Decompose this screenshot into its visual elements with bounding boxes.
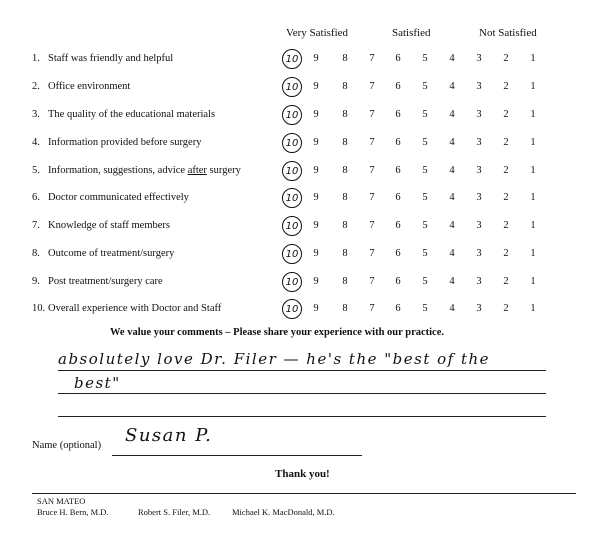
- scale-option: 3: [476, 81, 482, 92]
- circled-answer: 10: [282, 77, 302, 97]
- question-label: The quality of the educational materials: [48, 109, 216, 120]
- scale-option: 1: [530, 137, 536, 148]
- scale-option: 7: [369, 109, 375, 120]
- question-label: Staff was friendly and helpful: [48, 53, 174, 64]
- question-label: Information provided before surgery: [48, 137, 202, 148]
- question-number: 3.: [32, 109, 40, 120]
- scale-option: 5: [422, 303, 428, 314]
- scale-option: 9: [313, 303, 319, 314]
- name-line: [112, 455, 362, 456]
- footer-doctor-2: Robert S. Filer, M.D.: [138, 507, 211, 517]
- scale-option: 1: [530, 109, 536, 120]
- scale-option: 5: [422, 81, 428, 92]
- scale-option: 1: [530, 276, 536, 287]
- question-label: Outcome of treatment/surgery: [48, 248, 175, 259]
- scale-option: 6: [395, 276, 401, 287]
- scale-option: 4: [449, 53, 455, 64]
- scale-option: 6: [395, 192, 401, 203]
- scale-option: 1: [530, 165, 536, 176]
- question-number: 2.: [32, 81, 40, 92]
- scale-option: 5: [422, 53, 428, 64]
- scale-option: 6: [395, 220, 401, 231]
- scale-option: 2: [503, 53, 509, 64]
- scale-option: 5: [422, 276, 428, 287]
- scale-option: 9: [313, 276, 319, 287]
- question-9: [32, 276, 163, 287]
- scale-option: 7: [369, 81, 375, 92]
- scale-option: 6: [395, 165, 401, 176]
- scale-option: 5: [422, 220, 428, 231]
- scale-option: 8: [342, 53, 348, 64]
- scale-option: 2: [503, 248, 509, 259]
- question-label: [48, 165, 241, 176]
- thank-you: Thank you!: [275, 468, 330, 480]
- name-label: Name (optional): [32, 440, 102, 451]
- scale-option: 9: [313, 165, 319, 176]
- scale-option: 7: [369, 220, 375, 231]
- scale-option: 7: [369, 192, 375, 203]
- scale-option: 3: [476, 248, 482, 259]
- scale-option: 7: [369, 53, 375, 64]
- scale-option: 6: [395, 137, 401, 148]
- question-number: 6.: [32, 192, 40, 203]
- question-label-underlined: after: [187, 165, 207, 176]
- question-label-part: Information, suggestions, advice: [48, 165, 188, 176]
- question-label: Overall experience with Doctor and Staff: [48, 303, 222, 314]
- question-label: Office environment: [48, 81, 131, 92]
- scale-option: 4: [449, 276, 455, 287]
- scale-option: 3: [476, 303, 482, 314]
- question-label: Post treatment/surgery care: [48, 276, 163, 287]
- question-number: 8.: [32, 248, 40, 259]
- scale-option: 4: [449, 248, 455, 259]
- scale-option: 1: [530, 303, 536, 314]
- question-3: [32, 109, 215, 120]
- comment-line-2: [58, 393, 546, 394]
- scale-option: 8: [342, 109, 348, 120]
- scale-option: 5: [422, 137, 428, 148]
- scale-option: 9: [313, 109, 319, 120]
- question-label-part: surgery: [206, 165, 241, 176]
- scale-option: 5: [422, 165, 428, 176]
- scale-option: 8: [342, 276, 348, 287]
- question-7: [32, 220, 170, 231]
- scale-option: 9: [313, 137, 319, 148]
- comment-line-3: [58, 416, 546, 417]
- question-6: [32, 192, 189, 203]
- scale-option: 1: [530, 192, 536, 203]
- circled-answer: 10: [282, 105, 302, 125]
- header-satisfied: Satisfied: [392, 27, 431, 39]
- scale-option: 5: [422, 192, 428, 203]
- scale-option: 1: [530, 248, 536, 259]
- comments-prompt: We value your comments – Please share your experience with our practice.: [110, 327, 445, 338]
- circled-answer: 10: [282, 272, 302, 292]
- scale-option: 7: [369, 276, 375, 287]
- scale-option: 2: [503, 109, 509, 120]
- handwritten-comment-line2: best": [74, 374, 121, 392]
- scale-option: 9: [313, 220, 319, 231]
- scale-option: 3: [476, 192, 482, 203]
- question-number: 10.: [32, 303, 46, 314]
- scale-option: 3: [476, 276, 482, 287]
- scale-option: 8: [342, 81, 348, 92]
- scale-option: 8: [342, 137, 348, 148]
- scale-option: 4: [449, 192, 455, 203]
- question-4: [32, 137, 201, 148]
- scale-option: 9: [313, 248, 319, 259]
- question-1: [32, 53, 173, 64]
- scale-option: 8: [342, 303, 348, 314]
- question-5: [32, 165, 241, 176]
- circled-answer: 10: [282, 49, 302, 69]
- scale-option: 9: [313, 53, 319, 64]
- scale-option: 6: [395, 81, 401, 92]
- scale-option: 9: [313, 81, 319, 92]
- footer-doctor-3: Michael K. MacDonald, M.D.: [232, 507, 335, 517]
- circled-answer: 10: [282, 133, 302, 153]
- scale-option: 2: [503, 192, 509, 203]
- scale-option: 6: [395, 53, 401, 64]
- question-8: [32, 248, 174, 259]
- scale-option: 7: [369, 303, 375, 314]
- question-number: 9.: [32, 276, 40, 287]
- scale-option: 8: [342, 192, 348, 203]
- circled-answer: 10: [282, 161, 302, 181]
- question-number: 4.: [32, 137, 40, 148]
- scale-option: 2: [503, 81, 509, 92]
- scale-option: 2: [503, 303, 509, 314]
- scale-option: 7: [369, 137, 375, 148]
- circled-answer: 10: [282, 244, 302, 264]
- circled-answer: 10: [282, 188, 302, 208]
- scale-option: 2: [503, 165, 509, 176]
- scale-option: 5: [422, 248, 428, 259]
- scale-option: 5: [422, 109, 428, 120]
- scale-option: 2: [503, 276, 509, 287]
- scale-option: 4: [449, 81, 455, 92]
- scale-option: 3: [476, 53, 482, 64]
- question-label: Knowledge of staff members: [48, 220, 170, 231]
- scale-option: 3: [476, 109, 482, 120]
- scale-option: 8: [342, 248, 348, 259]
- scale-option: 2: [503, 220, 509, 231]
- scale-option: 8: [342, 165, 348, 176]
- scale-option: 6: [395, 109, 401, 120]
- question-number: 5.: [32, 165, 40, 176]
- scale-option: 1: [530, 220, 536, 231]
- scale-option: 6: [395, 303, 401, 314]
- scale-option: 9: [313, 192, 319, 203]
- scale-option: 3: [476, 220, 482, 231]
- scale-option: 4: [449, 303, 455, 314]
- question-number: 1.: [32, 53, 40, 64]
- scale-option: 4: [449, 109, 455, 120]
- scale-option: 4: [449, 165, 455, 176]
- question-10: [32, 303, 221, 314]
- scale-option: 7: [369, 248, 375, 259]
- scale-option: 4: [449, 137, 455, 148]
- footer-doctor-1: Bruce H. Bern, M.D.: [37, 507, 109, 517]
- scale-option: 1: [530, 81, 536, 92]
- header-very-satisfied: Very Satisfied: [286, 27, 349, 39]
- handwritten-comment-line1: absolutely love Dr. Filer — he's the "best of the: [58, 350, 491, 368]
- circled-answer: 10: [282, 216, 302, 236]
- scale-option: 1: [530, 53, 536, 64]
- name-signature: Susan P.: [125, 425, 213, 446]
- header-not-satisfied: Not Satisfied: [479, 27, 537, 39]
- circled-answer: 10: [282, 299, 302, 319]
- scale-option: 4: [449, 220, 455, 231]
- scale-option: 3: [476, 137, 482, 148]
- footer-rule: [32, 493, 576, 494]
- scale-option: 2: [503, 137, 509, 148]
- question-2: [32, 81, 130, 92]
- comment-line-1: [58, 370, 546, 371]
- scale-option: 7: [369, 165, 375, 176]
- question-label: Doctor communicated effectively: [48, 192, 189, 203]
- scale-option: 6: [395, 248, 401, 259]
- scale-option: 3: [476, 165, 482, 176]
- footer-location: SAN MATEO: [37, 496, 86, 506]
- question-number: 7.: [32, 220, 40, 231]
- scale-option: 8: [342, 220, 348, 231]
